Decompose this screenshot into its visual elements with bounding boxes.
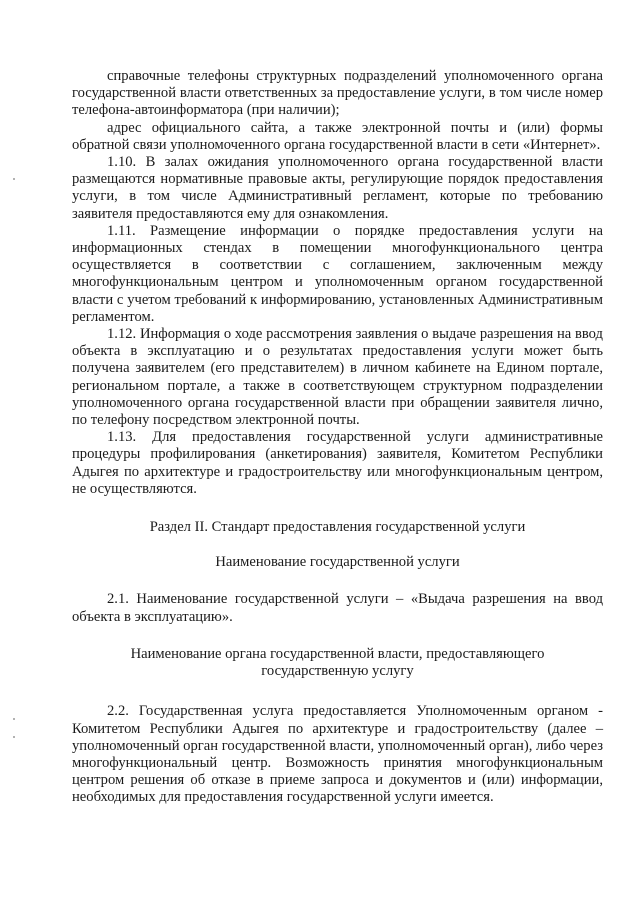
subheading-service-name: Наименование государственной услуги — [215, 554, 460, 571]
scan-speck — [13, 736, 15, 738]
scan-speck — [13, 718, 15, 720]
subheading-authority-line1: Наименование органа государственной власти, предоставляющего — [130, 645, 545, 662]
paragraph-phones: справочные телефоны структурных подразделений уполномоченного органа государственной власти ответственных за предоставление услуги, в том числе номер телефона-автоинформатора (при наличии); — [72, 68, 603, 119]
paragraph-1-13: 1.13. Для предоставления государственной услуги административные процедуры профилирования (анкетирования) заявителя, Комитетом Республики Адыгея по архитектуре и градостроительству или многофункциональным центром, не осуществляются. — [72, 429, 603, 497]
paragraph-website: адрес официального сайта, а также электронной почты и (или) формы обратной связи уполномоченного органа государственной власти в сети «Интернет». — [72, 119, 603, 153]
section-heading: Раздел II. Стандарт предоставления государственной услуги — [149, 519, 526, 536]
scan-speck — [13, 178, 15, 180]
paragraph-2-2: 2.2. Государственная услуга предоставляется Уполномоченным органом - Комитетом Республики Адыгея по архитектуре и градостроительству (далее – уполномоченный орган государственной власти, уполномоченный орган), либо через многофункциональный центр. Возможность принятия многофункциональным центром решения об отказе в приеме запроса и документов и (или) информации, необходимых для предоставления государственной услуги имеется. — [72, 703, 603, 806]
paragraph-1-10: 1.10. В залах ожидания уполномоченного органа государственной власти размещаются нормативные правовые акты, регулирующие порядок предоставления услуги, в том числе Административный регламент, которые по требованию заявителя предоставляются ему для ознакомления. — [72, 154, 603, 222]
paragraph-1-12: 1.12. Информация о ходе рассмотрения заявления о выдаче разрешения на ввод объекта в эксплуатацию и о результатах предоставления услуги может быть получена заявителем (его представителем) в личном кабинете на Едином портале, региональном портале, а также в соответствующем структурном подразделении уполномоченного органа государственной власти при обращении заявителя лично, по телефону посредством электронной почты. — [72, 326, 603, 429]
subheading-authority-line2: государственную услугу — [261, 663, 414, 680]
paragraph-2-1: 2.1. Наименование государственной услуги – «Выдача разрешения на ввод объекта в эксплуатацию». — [72, 591, 603, 625]
paragraph-1-11: 1.11. Размещение информации о порядке предоставления услуги на информационных стендах в помещении многофункционального центра осуществляется в соответствии с соглашением, заключенным между многофункциональным центром и уполномоченным органом государственной власти с учетом требований к информированию, установленных Административным регламентом. — [72, 222, 603, 325]
document-body — [72, 68, 603, 807]
